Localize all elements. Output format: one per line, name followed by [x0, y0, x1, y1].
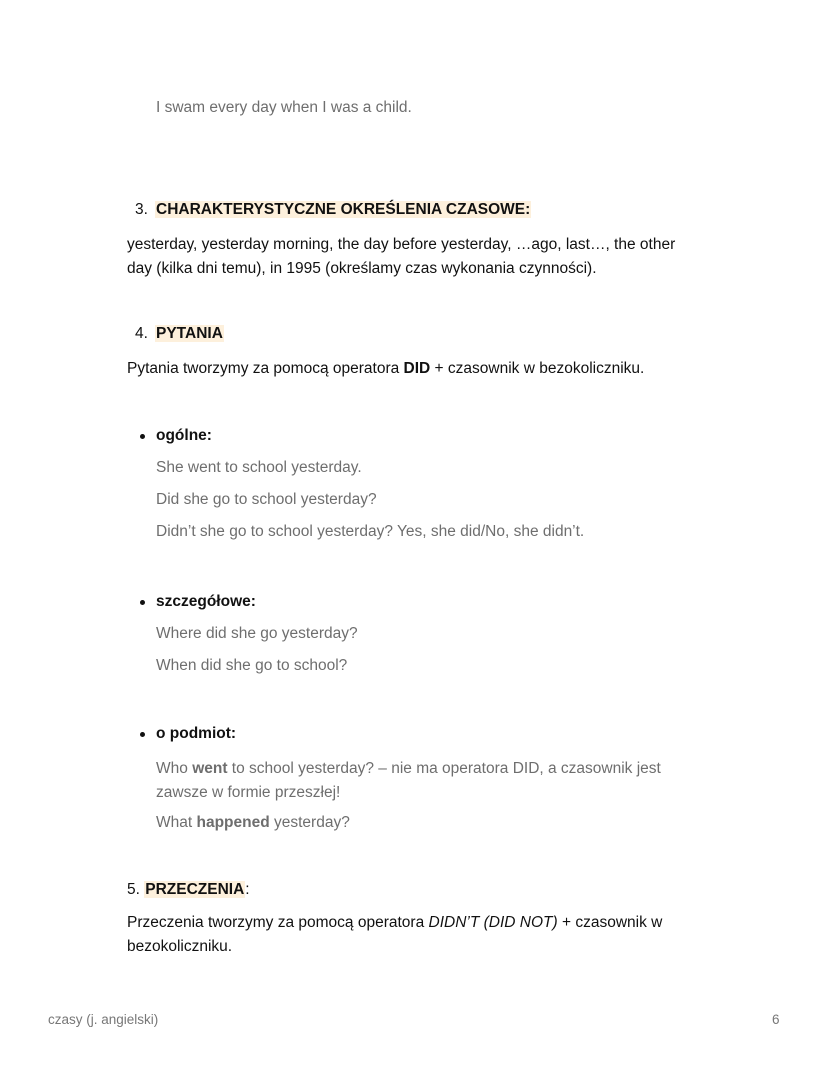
page-number: 6 [772, 1012, 780, 1027]
section-5-title: PRZECZENIA [145, 881, 245, 898]
detailed-example-2: When did she go to school? [156, 657, 348, 674]
section-4-title: PYTANIA [156, 325, 223, 342]
text: Przeczenia tworzymy za pomocą operatora [127, 914, 429, 931]
general-example-2: Did she go to school yesterday? [156, 491, 377, 508]
bullet-dot [140, 600, 145, 605]
section-5-text [127, 911, 662, 959]
detailed-example-1: Where did she go yesterday? [156, 625, 358, 642]
intro-bold: DID [403, 360, 431, 377]
text: + czasownik w [557, 914, 663, 931]
bullet-detailed-label: szczegółowe: [156, 593, 256, 610]
section-3-line-1: yesterday, yesterday morning, the day before yesterday, …ago, last…, the other [127, 236, 676, 253]
section-3-text [127, 233, 675, 281]
text: Who [156, 760, 193, 777]
subject-example-1-line-1 [156, 757, 661, 781]
text: What [156, 814, 197, 831]
subject-example-2 [156, 814, 350, 832]
section-5-line-2: bezokoliczniku. [127, 938, 233, 955]
bold-verb: went [192, 760, 228, 777]
example-sentence: I swam every day when I was a child. [156, 99, 412, 116]
section-3-number: 3. [135, 201, 148, 218]
bullet-general-label: ogólne: [156, 427, 212, 444]
bullet-dot [140, 732, 145, 737]
italic-text: DIDN’T (DID NOT) [428, 914, 558, 931]
section-3-line-2: day (kilka dni temu), in 1995 (określamy czas wykonania czynności). [127, 260, 597, 277]
footer-title: czasy (j. angielski) [48, 1012, 159, 1027]
section-5-number: 5. [127, 881, 140, 898]
intro-text: Pytania tworzymy za pomocą operatora [127, 360, 404, 377]
text: yesterday? [269, 814, 350, 831]
section-4-intro [127, 357, 644, 381]
section-3-heading [135, 201, 531, 219]
bullet-dot [140, 434, 145, 439]
section-5-colon: : [245, 881, 250, 898]
subject-example-1 [156, 757, 661, 805]
intro-text-after: + czasownik w bezokoliczniku. [430, 360, 645, 377]
section-4-heading [135, 325, 224, 343]
section-5-heading [127, 881, 250, 899]
section-4-number: 4. [135, 325, 148, 342]
text: to school yesterday? – nie ma operatora DID, a czasownik jest [227, 760, 661, 777]
section-5-line-1 [127, 911, 662, 935]
general-example-3: Didn’t she go to school yesterday? Yes, she did/No, she didn’t. [156, 523, 585, 540]
general-example-1: She went to school yesterday. [156, 459, 362, 476]
bullet-subject-label: o podmiot: [156, 725, 237, 742]
bold-verb: happened [196, 814, 270, 831]
subject-example-1-line-2: zawsze w formie przeszłej! [156, 784, 341, 801]
section-3-title: CHARAKTERYSTYCZNE OKREŚLENIA CZASOWE: [156, 201, 531, 218]
